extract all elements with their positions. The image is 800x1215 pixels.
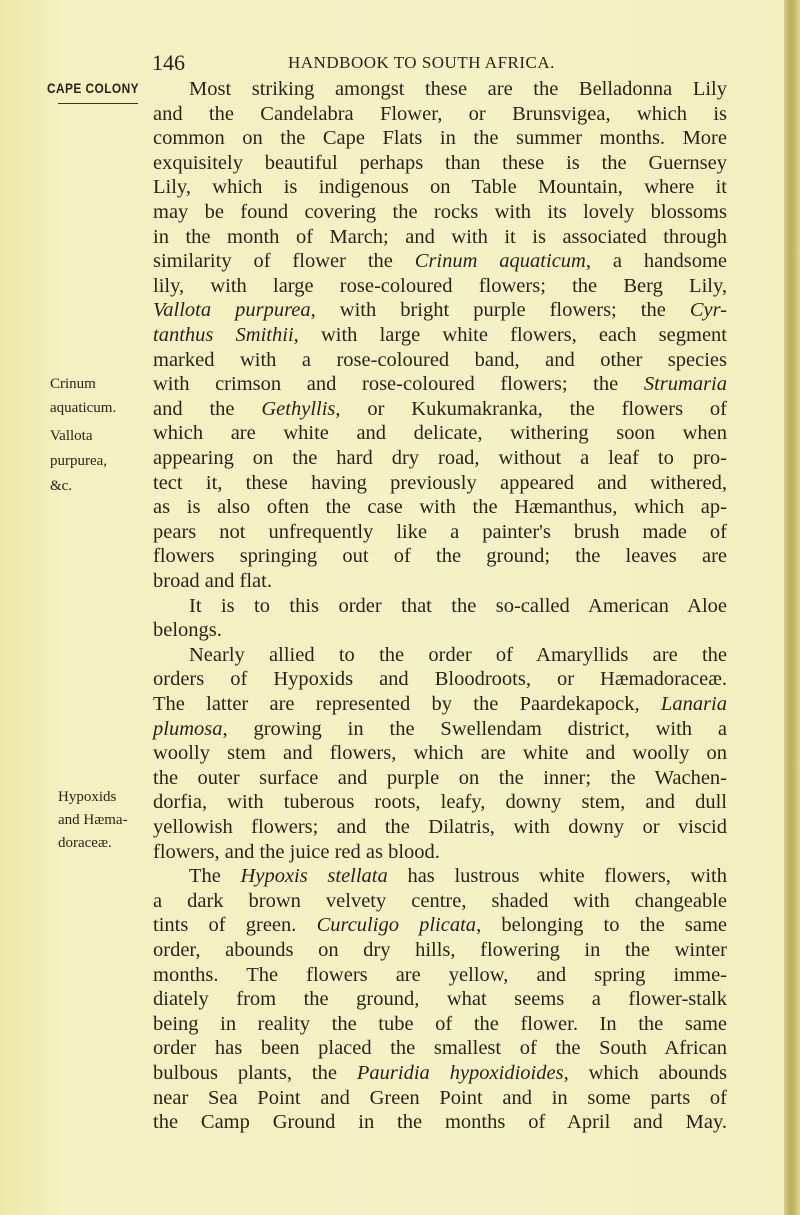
italic-species-name: Curculigo plicata (316, 914, 477, 937)
text-line (153, 520, 727, 544)
text-run: similarity of flower the (153, 250, 415, 273)
text-run: , growing in the Swellendam district, with a (222, 717, 727, 740)
text-run: order has been placed the smallest of the South African (153, 1037, 727, 1060)
text-line (153, 717, 727, 741)
book-binding-edge (784, 0, 800, 1215)
margin-note-line: &c. (50, 478, 73, 494)
text-line (153, 618, 727, 642)
text-run: woolly stem and flowers, which are white and woolly on (153, 742, 727, 765)
text-line (153, 569, 727, 593)
text-line (153, 864, 727, 888)
text-line (153, 446, 727, 470)
text-line (153, 913, 727, 937)
text-run: belongs. (153, 619, 222, 642)
text-line (153, 249, 727, 273)
text-line (153, 298, 727, 322)
text-run: broad and flat. (153, 570, 272, 592)
text-line (153, 274, 727, 298)
text-run: Most striking amongst these are the Belladonna Lily (189, 78, 727, 100)
margin-note-line: Crinum (50, 376, 96, 392)
text-run: and the (153, 397, 262, 420)
text-run: may be found covering the rocks with its lovely blossoms (153, 201, 727, 223)
page-header (0, 50, 800, 80)
text-line (153, 1110, 727, 1134)
text-line (153, 102, 727, 126)
text-run: as is also often the case with the Hæmanthus, which ap- (153, 496, 727, 519)
text-line (153, 1036, 727, 1060)
text-line (153, 1086, 727, 1110)
margin-note-line: aquaticum. (50, 400, 117, 416)
italic-species-name: Crinum aquaticum (414, 250, 586, 273)
text-line (153, 372, 727, 396)
margin-note-line: and Hæma- (58, 812, 128, 828)
text-line (153, 471, 727, 495)
section-rule (58, 103, 138, 104)
text-line (153, 323, 727, 347)
margin-note-hypoxids (58, 789, 128, 851)
text-line (153, 126, 727, 150)
text-line (153, 643, 727, 667)
text-line (153, 889, 727, 913)
text-line (153, 963, 727, 987)
italic-species-name: Hypoxis stellata (240, 865, 388, 888)
text-run: bulbous plants, the (153, 1062, 357, 1084)
text-run: has lustrous white flowers, with (387, 865, 727, 888)
text-line (153, 348, 727, 372)
text-run: Lily, which is indigenous on Table Mountain, where it (153, 176, 727, 199)
italic-species-name: Cyr- (689, 299, 727, 322)
text-run: dorfia, with tuberous roots, leafy, downy stem, and dull (153, 791, 727, 814)
text-line (153, 421, 727, 445)
text-run: yellowish flowers; and the Dilatris, with downy or viscid (153, 816, 727, 838)
text-run: a dark brown velvety centre, shaded with changeable (153, 889, 727, 912)
text-run: , a handsome (585, 250, 727, 273)
text-run: months. The flowers are yellow, and spring imme- (153, 963, 727, 986)
text-run: tints of green. (153, 914, 317, 937)
text-run: flowers springing out of the ground; the leaves are (153, 545, 727, 568)
text-run: exquisitely beautiful perhaps than these is the Guernsey (153, 151, 727, 174)
text-line (153, 790, 727, 814)
italic-species-name: plumosa (153, 717, 223, 740)
text-run: , or Kukumakranka, the flowers of (335, 397, 727, 420)
text-run: which are white and delicate, withering soon when (153, 422, 727, 445)
italic-species-name: tanthus Smithii (153, 324, 294, 346)
margin-note-line: Hypoxids (58, 789, 117, 805)
text-line (153, 766, 727, 790)
text-run: tect it, these having previously appeared and withered, (153, 471, 727, 494)
text-line (153, 667, 727, 691)
margin-note-crinum (50, 376, 116, 416)
text-line (153, 1012, 727, 1036)
margin-note-line: doraceæ. (58, 835, 112, 851)
margin-note-line: Vallota (50, 428, 93, 444)
text-run: appearing on the hard dry road, without a leaf to pro- (153, 447, 727, 469)
italic-species-name: Gethyllis (261, 397, 336, 420)
text-line (153, 225, 727, 249)
text-run: in the month of March; and with it is associated through (153, 225, 727, 248)
text-run: orders of Hypoxids and Bloodroots, or Hæmadoraceæ. (153, 668, 727, 691)
text-run: common on the Cape Flats in the summer months. More (153, 127, 727, 150)
text-run: diately from the ground, what seems a flower-stalk (153, 988, 727, 1011)
text-run: near Sea Point and Green Point and in some parts of (153, 1086, 727, 1109)
text-run: with crimson and rose-coloured flowers; the (153, 373, 644, 396)
text-run: It is to this order that the so-called American Aloe (189, 594, 727, 617)
text-line (153, 175, 727, 199)
text-line (153, 840, 727, 864)
italic-species-name: Lanaria (660, 693, 727, 715)
text-run: , belonging to the same (476, 914, 727, 937)
text-run: being in reality the tube of the flower. In the same (153, 1012, 727, 1035)
text-run: pears not unfrequently like a painter's brush made of (153, 520, 727, 543)
text-run: the Camp Ground in the months of April and May. (153, 1111, 727, 1134)
text-line (153, 200, 727, 224)
italic-species-name: Strumaria (643, 373, 727, 396)
text-run: , which abounds (563, 1062, 727, 1084)
text-line (153, 77, 727, 101)
margin-note-line: purpurea, (50, 453, 108, 469)
text-line (153, 151, 727, 175)
text-run: flowers, and the juice red as blood. (153, 840, 440, 863)
text-line (153, 495, 727, 519)
text-line (153, 815, 727, 839)
text-run: The (189, 865, 241, 888)
page-number: 146 (152, 50, 185, 75)
text-run: order, abounds on dry hills, flowering in the winter (153, 939, 727, 961)
text-line (153, 692, 727, 716)
italic-species-name: Vallota purpurea (153, 299, 311, 322)
text-run: the outer surface and purple on the inner; the Wachen- (153, 766, 727, 789)
text-run: , with bright purple flowers; the (310, 299, 690, 322)
text-line (153, 938, 727, 962)
margin-section-label: CAPE COLONY (47, 80, 139, 96)
text-run: , with large white flowers, each segment (293, 324, 727, 346)
text-line (153, 987, 727, 1011)
italic-species-name: Pauridia hypoxidioides (356, 1062, 564, 1084)
text-line (153, 544, 727, 568)
text-run: The latter are represented by the Paardekapock, (153, 693, 661, 715)
running-title: HANDBOOK TO SOUTH AFRICA. (288, 53, 555, 72)
margin-note-vallota (50, 428, 107, 494)
text-run: Nearly allied to the order of Amaryllids are the (189, 643, 727, 666)
text-line (153, 594, 727, 618)
text-run: marked with a rose-coloured band, and other species (153, 348, 727, 371)
text-run: and the Candelabra Flower, or Brunsvigea, which is (153, 102, 727, 125)
text-line (153, 397, 727, 421)
text-run: lily, with large rose-coloured flowers; the Berg Lily, (153, 274, 727, 297)
text-line (153, 741, 727, 765)
text-line (153, 1061, 727, 1085)
